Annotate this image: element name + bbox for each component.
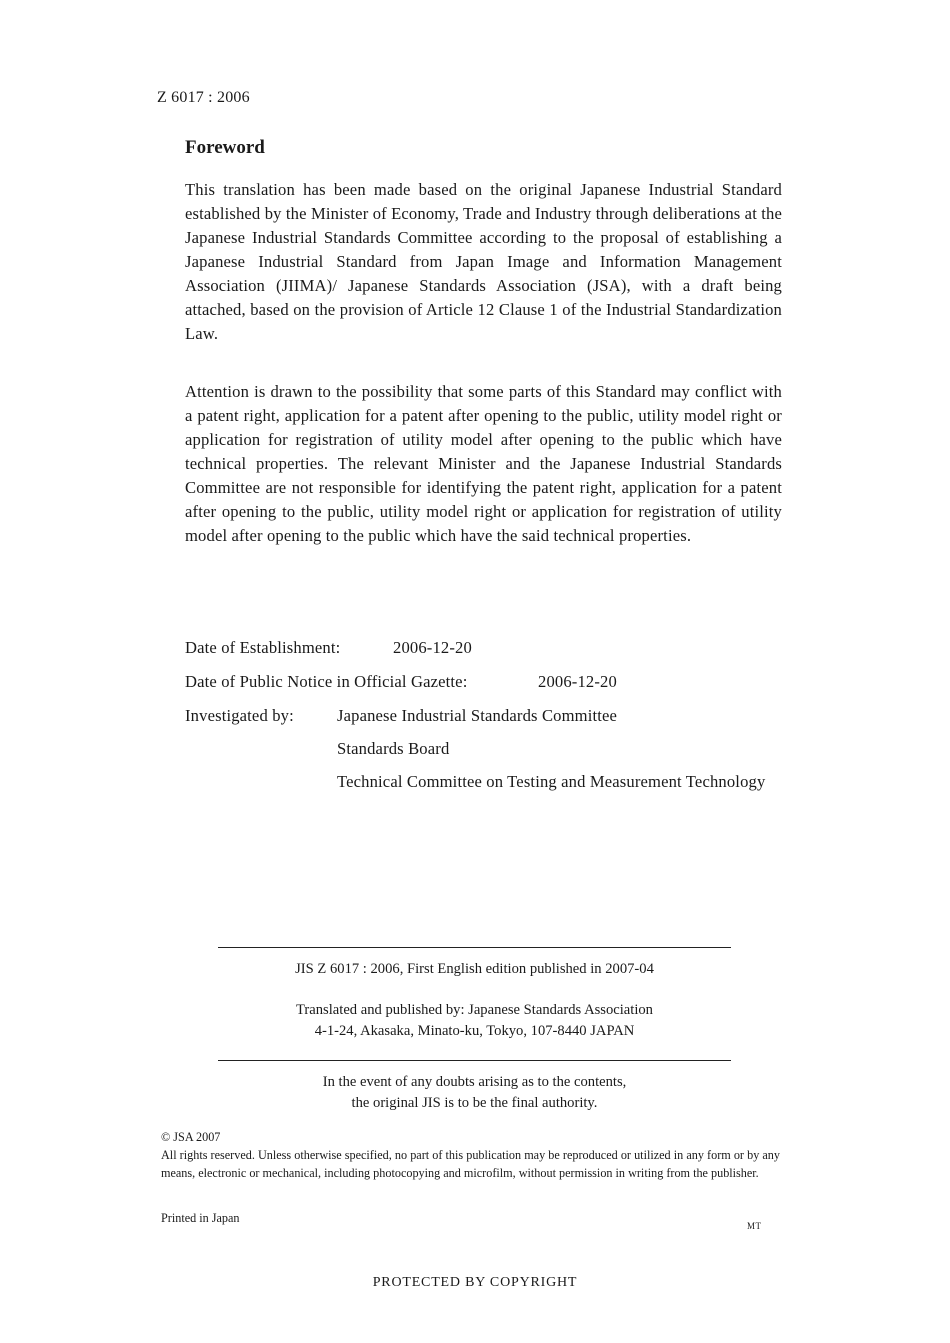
public-notice-date-value: 2006-12-20 xyxy=(538,672,617,691)
copyright-notice: © JSA 2007 xyxy=(161,1130,221,1144)
public-notice-date-label: Date of Public Notice in Official Gazette: xyxy=(185,672,468,691)
foreword-paragraph-2: Attention is drawn to the possibility that some parts of this Standard may conflict with a patent right, application for a patent after opening to the public, utility model right or application for registration of utility model after opening to the public which have technical properties. The relevant Minister and the Japanese Industrial Standards Committee are not responsible for identifying the patent right, application for a patent after opening to the public, utility model right or application for registration of utility model after opening to the public which have the said technical properties. xyxy=(185,382,782,545)
publisher-address: 4-1-24, Akasaka, Minato-ku, Tokyo, 107-8440 JAPAN xyxy=(314,1023,635,1039)
divider xyxy=(218,1060,731,1061)
establishment-date-value: 2006-12-20 xyxy=(393,638,472,657)
investigated-by-label: Investigated by: xyxy=(185,706,294,725)
mark-code: MT xyxy=(747,1221,762,1231)
rights-statement: All rights reserved. Unless otherwise specified, no part of this publication may be reproduced or utilized in any form or by any means, electronic or mechanical, including photocopying and microfilm, without permission in writing from the publisher. xyxy=(161,1148,780,1180)
establishment-date-label: Date of Establishment: xyxy=(185,638,341,657)
authority-note-line-2: the original JIS is to be the final authority. xyxy=(351,1095,598,1111)
investigated-by-line: Japanese Industrial Standards Committee xyxy=(337,706,618,725)
investigated-by-line: Technical Committee on Testing and Measurement Technology xyxy=(337,772,766,791)
edition-note: JIS Z 6017 : 2006, First English edition published in 2007-04 xyxy=(295,961,654,977)
investigated-by-line: Standards Board xyxy=(337,739,450,758)
standard-code: Z 6017 : 2006 xyxy=(157,89,250,106)
foreword-paragraph-1: This translation has been made based on the original Japanese Industrial Standard established by the Minister of Economy, Trade and Industry through deliberations at the Japanese Industrial Standards Committee according to the proposal of establishing a Japanese Industrial Standard from Japan Image and Information Management Association (JIIMA)/ Japanese Standards Association (JSA), with a draft being attached, based on the provision of Article 12 Clause 1 of the Industrial Standardization Law. xyxy=(185,180,782,343)
printed-in-note: Printed in Japan xyxy=(161,1211,240,1225)
divider xyxy=(218,947,731,948)
protected-watermark: PROTECTED BY COPYRIGHT xyxy=(372,1275,578,1290)
publisher-line: Translated and published by: Japanese Standards Association xyxy=(296,1002,653,1018)
page-title: Foreword xyxy=(185,137,265,158)
authority-note-line-1: In the event of any doubts arising as to the contents, xyxy=(322,1074,627,1090)
